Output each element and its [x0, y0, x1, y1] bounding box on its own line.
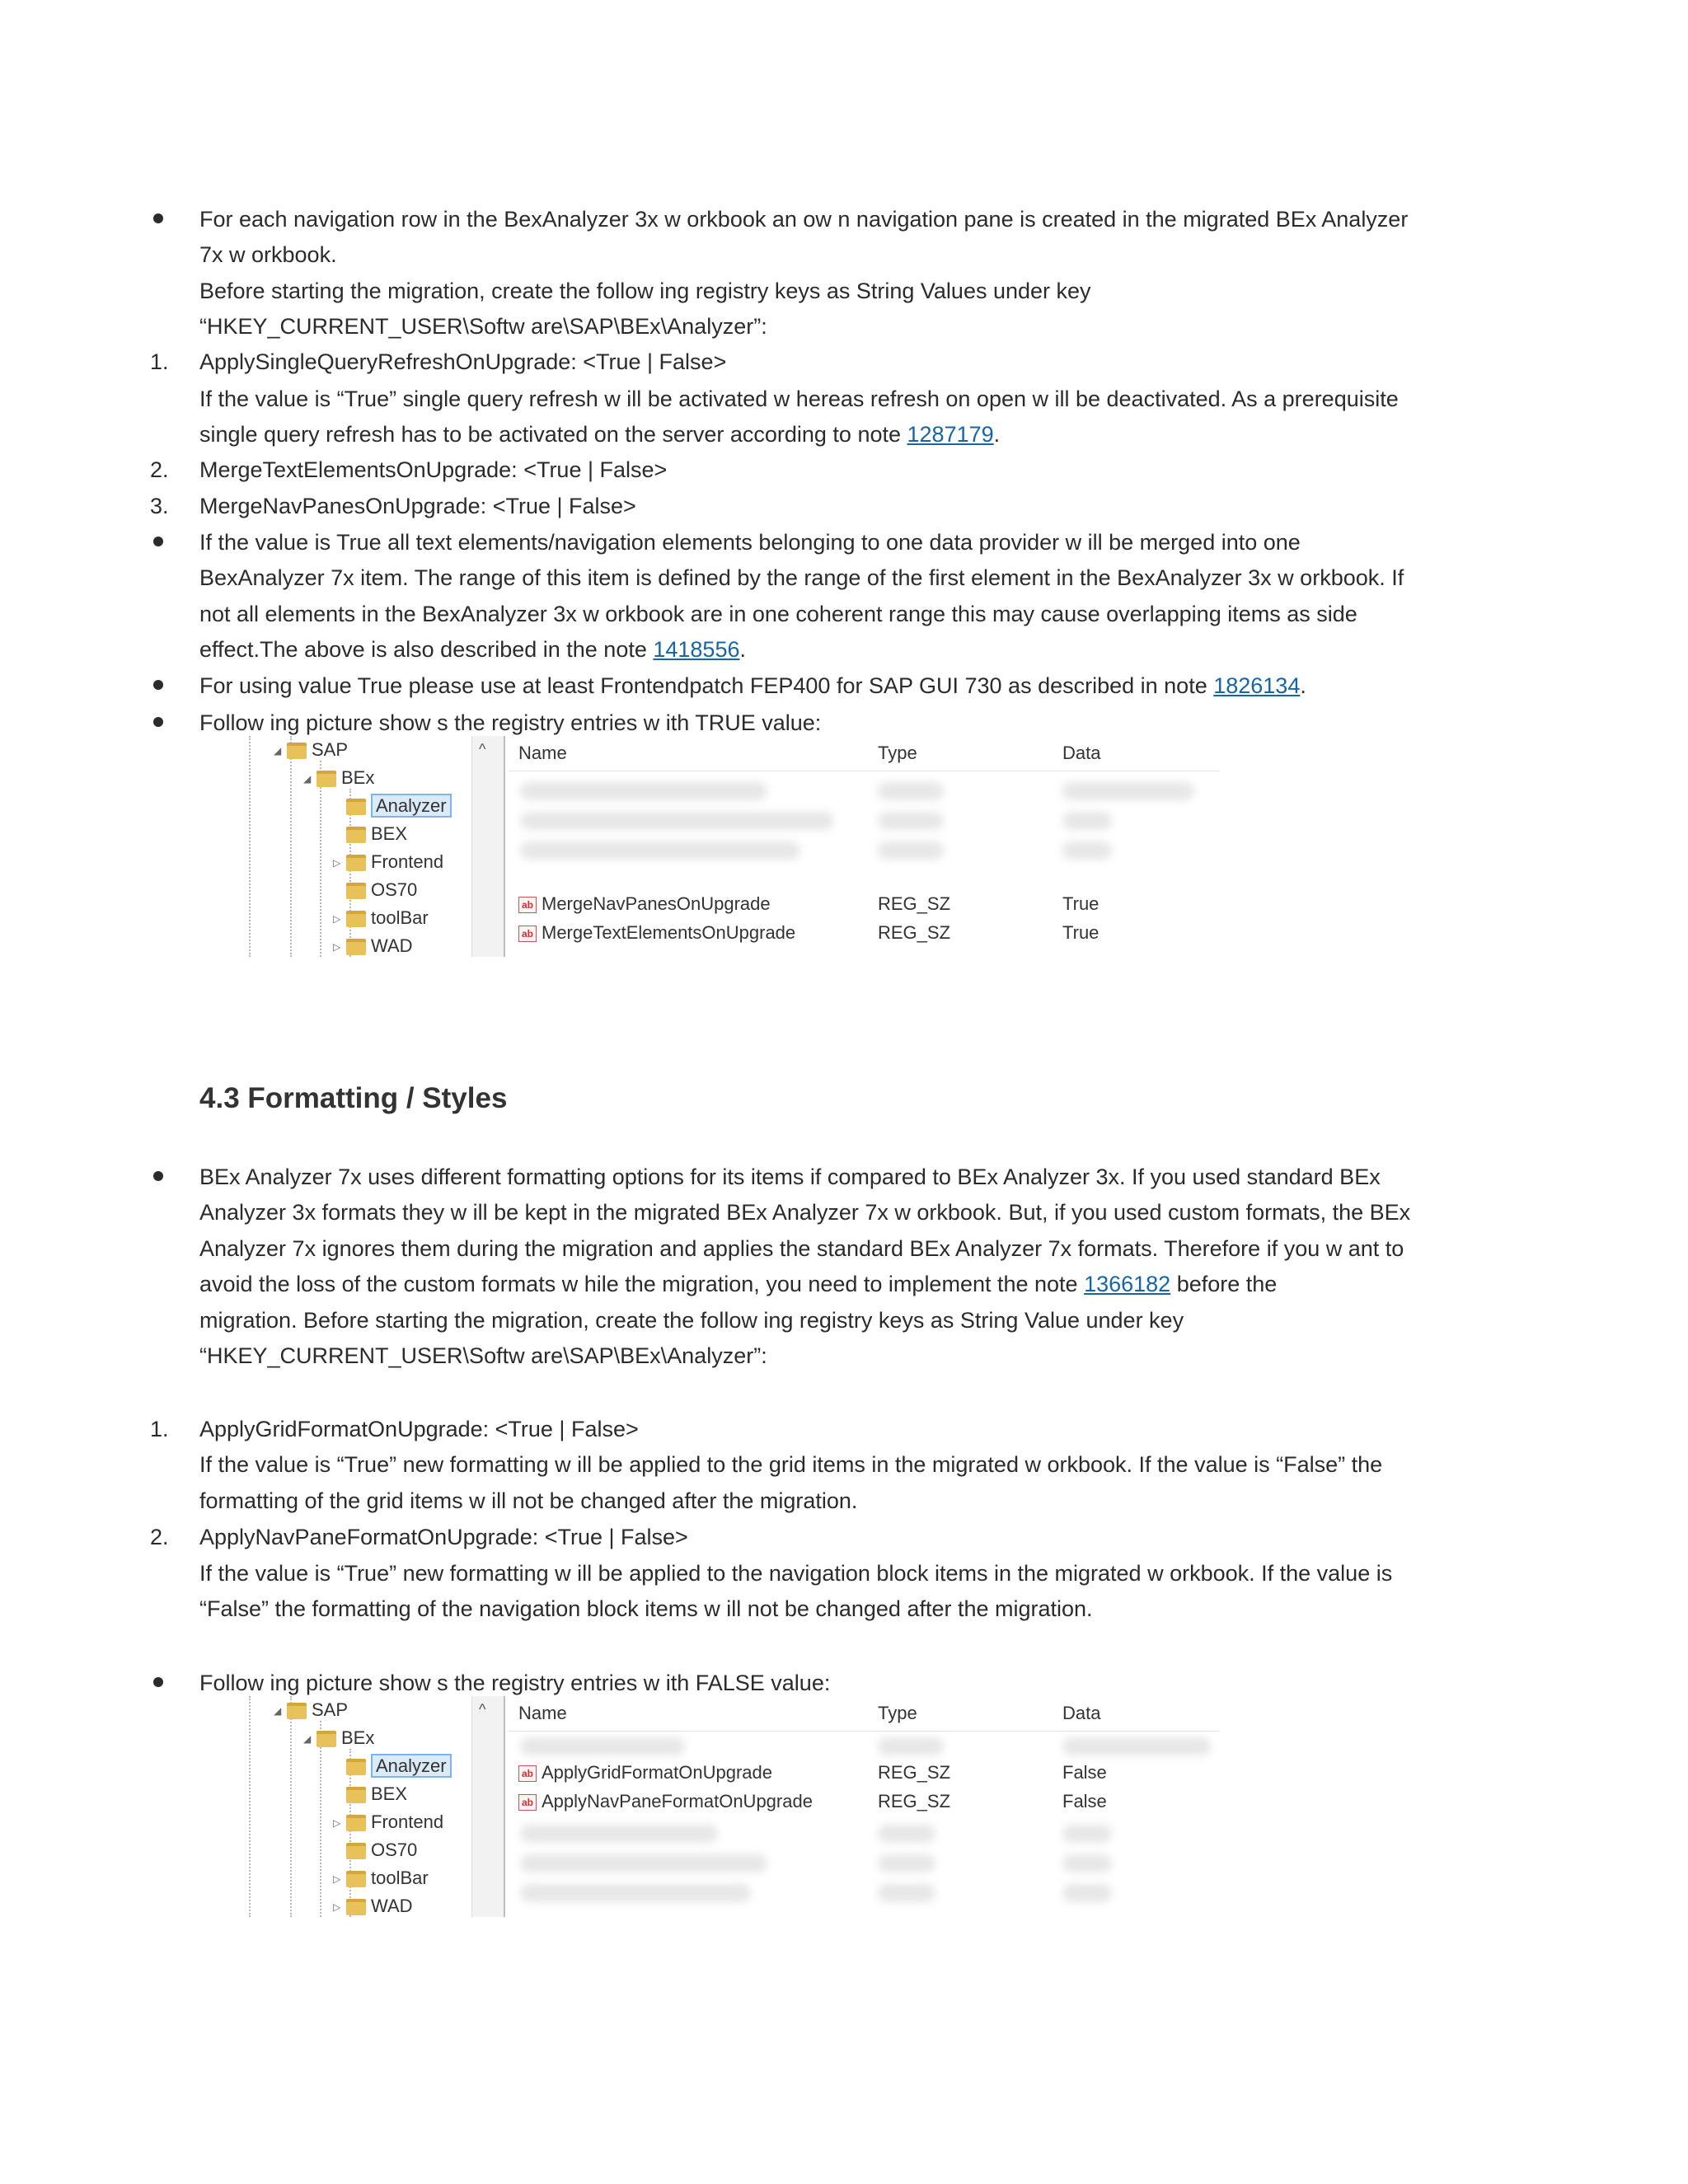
blurred-row [878, 782, 944, 800]
registry-values-pane [509, 1696, 1220, 1917]
column-header-data[interactable]: Data [1062, 743, 1101, 763]
registry-value-data: False [1062, 1762, 1107, 1783]
folder-icon [346, 1871, 366, 1887]
blurred-row [878, 812, 944, 830]
paragraph-line [199, 417, 1000, 452]
note-link-1287179[interactable]: 1287179 [907, 422, 994, 447]
paragraph-line [199, 668, 1306, 704]
tree-node-label: WAD [371, 1896, 413, 1916]
tree-node-label: OS70 [371, 879, 418, 900]
tree-node-label: Frontend [371, 851, 444, 872]
registry-value-name[interactable] [518, 1759, 772, 1787]
tree-node-label: BEX [371, 823, 408, 844]
registry-tree-pane [216, 736, 503, 957]
registry-value-type: REG_SZ [878, 1791, 951, 1811]
tree-node-label: BEX [371, 1783, 408, 1804]
tree-node-label: toolBar [371, 907, 429, 928]
registry-key-name: MergeTextElementsOnUpgrade: <True | False> [199, 457, 668, 482]
note-link-1826134[interactable]: 1826134 [1213, 673, 1301, 698]
tree-node-label: Analyzer [371, 1754, 452, 1778]
tree-node-os70[interactable] [333, 876, 417, 904]
registry-path: “HKEY_CURRENT_USER\Softw are\SAP\BEx\Analyzer”: [199, 314, 767, 339]
tree-node-label: OS70 [371, 1840, 418, 1860]
tree-guide-line [290, 736, 292, 957]
tree-node-bex[interactable] [303, 764, 374, 792]
registry-value-name[interactable] [518, 919, 795, 947]
scroll-up-icon[interactable]: ^ [479, 1701, 486, 1718]
expand-arrow-icon[interactable]: ▷ [333, 1817, 341, 1830]
tree-node-label: BEx [341, 1727, 375, 1748]
expand-arrow-icon[interactable]: ◢ [274, 745, 282, 757]
text-span: before the [1170, 1272, 1278, 1296]
registry-editor-screenshot-false [216, 1696, 1220, 1917]
registry-value-type: REG_SZ [878, 1762, 951, 1783]
registry-value-data: True [1062, 922, 1100, 943]
folder-icon [346, 1899, 366, 1915]
blurred-row [1062, 1884, 1112, 1902]
bullet-marker [153, 213, 163, 223]
expand-arrow-icon[interactable]: ◢ [303, 1733, 312, 1746]
registry-value-data: False [1062, 1791, 1107, 1811]
tree-node-label: Analyzer [371, 794, 452, 818]
list-number: 3. [150, 494, 169, 518]
registry-tree-pane [216, 1696, 503, 1917]
expand-arrow-icon[interactable]: ▷ [333, 1873, 341, 1886]
registry-value-name[interactable] [518, 1788, 813, 1816]
folder-icon [287, 1703, 307, 1719]
registry-key-name: MergeNavPanesOnUpgrade: <True | False> [199, 494, 636, 518]
column-header-type[interactable]: Type [878, 743, 917, 763]
blurred-row [520, 1854, 767, 1872]
paragraph-line: migration. Before starting the migration, create the follow ing registry keys as String Value under key [199, 1308, 1184, 1333]
tree-node-sap[interactable] [274, 1696, 348, 1724]
folder-icon [287, 743, 307, 759]
expand-arrow-icon[interactable]: ▷ [333, 941, 341, 954]
text-span: . [993, 422, 1001, 447]
registry-editor-screenshot-true [216, 736, 1220, 957]
note-link-1418556[interactable]: 1418556 [653, 637, 740, 662]
blurred-row [520, 841, 800, 860]
registry-value-type: REG_SZ [878, 893, 951, 914]
value-name-text: MergeTextElementsOnUpgrade [542, 922, 796, 943]
string-value-icon: ab [518, 1765, 537, 1782]
paragraph-line: Analyzer 7x ignores them during the migration and applies the standard BEx Analyzer 7x formats. Therefore if you w ant to [199, 1236, 1404, 1261]
expand-arrow-icon[interactable]: ◢ [303, 773, 312, 785]
expand-arrow-icon[interactable]: ◢ [274, 1705, 282, 1718]
paragraph-line: not all elements in the BexAnalyzer 3x w orkbook are in one coherent range this may cause overlapping items as side [199, 602, 1357, 626]
text-span: . [1300, 673, 1306, 698]
value-name-text: ApplyNavPaneFormatOnUpgrade [542, 1791, 813, 1811]
blurred-row [520, 1825, 718, 1843]
folder-icon [346, 1843, 366, 1859]
blurred-row [1062, 812, 1112, 830]
expand-arrow-icon[interactable]: ▷ [333, 1901, 341, 1914]
paragraph-line: Before starting the migration, create the follow ing registry keys as String Values under key [199, 279, 1091, 303]
value-name-text: ApplyGridFormatOnUpgrade [542, 1762, 773, 1783]
tree-node-toolbar[interactable] [333, 1864, 429, 1892]
tree-node-wad[interactable] [333, 1892, 413, 1917]
tree-node-label: Frontend [371, 1811, 444, 1832]
tree-node-analyzer[interactable] [333, 792, 452, 820]
column-header-name[interactable]: Name [518, 743, 567, 763]
tree-node-toolbar[interactable] [333, 904, 429, 932]
tree-node-analyzer[interactable] [333, 1752, 452, 1780]
value-name-text: MergeNavPanesOnUpgrade [542, 893, 771, 914]
list-number: 2. [150, 457, 169, 482]
bullet-marker [153, 717, 163, 727]
tree-node-frontend[interactable] [333, 1808, 443, 1836]
string-value-icon: ab [518, 1794, 537, 1811]
tree-node-label: toolBar [371, 1868, 429, 1888]
paragraph-line: If the value is “True” new formatting w ill be applied to the navigation block items in the migrated w orkbook. If the value is [199, 1561, 1393, 1586]
tree-node-label: WAD [371, 935, 413, 956]
paragraph-line: Follow ing picture show s the registry entries w ith TRUE value: [199, 710, 822, 735]
tree-node-frontend[interactable] [333, 848, 443, 876]
paragraph-line: If the value is “True” new formatting w ill be applied to the grid items in the migrated w orkbook. If the value is “False” the [199, 1452, 1383, 1477]
text-span: effect.The above is also described in the note [199, 637, 654, 662]
bullet-marker [153, 680, 163, 690]
text-span: single query refresh has to be activated on the server according to note [199, 422, 907, 447]
folder-icon [346, 1759, 366, 1775]
folder-icon [346, 799, 366, 815]
blurred-row [878, 1854, 935, 1872]
tree-node-label: BEx [341, 767, 375, 788]
paragraph-line: If the value is True all text elements/navigation elements belonging to one data provider w ill be merged into one [199, 530, 1301, 555]
paragraph-line: BEx Analyzer 7x uses different formatting options for its items if compared to BEx Analyzer 3x. If you used standard BEx [199, 1165, 1381, 1189]
blurred-row [878, 1825, 935, 1843]
blurred-row [878, 1737, 944, 1755]
column-header-name[interactable]: Name [518, 1703, 567, 1723]
paragraph-line: 7x w orkbook. [199, 242, 337, 267]
tree-guide-line [249, 1696, 251, 1917]
tree-guide-line [249, 736, 251, 957]
text-span: avoid the loss of the custom formats w hile the migration, you need to implement the note [199, 1272, 1085, 1296]
paragraph-line: If the value is “True” single query refresh w ill be activated w hereas refresh on open w ill be deactivated. As a prerequisite [199, 387, 1399, 411]
paragraph-line: Follow ing picture show s the registry entries w ith FALSE value: [199, 1671, 831, 1695]
expand-arrow-icon[interactable]: ▷ [333, 913, 341, 926]
registry-key-name: ApplyNavPaneFormatOnUpgrade: <True | False> [199, 1525, 688, 1549]
string-value-icon: ab [518, 926, 537, 942]
folder-icon [346, 911, 366, 927]
tree-guide-line [290, 1696, 292, 1917]
string-value-icon: ab [518, 897, 537, 913]
paragraph-line: Analyzer 3x formats they w ill be kept in the migrated BEx Analyzer 7x w orkbook. But, if you used custom formats, the BEx [199, 1200, 1411, 1225]
tree-node-bex-sub[interactable] [333, 820, 407, 848]
note-link-1366182[interactable]: 1366182 [1084, 1272, 1171, 1296]
registry-key-name: ApplySingleQueryRefreshOnUpgrade: <True | False> [199, 349, 727, 374]
paragraph-line: For each navigation row in the BexAnalyzer 3x w orkbook an ow n navigation pane is created in the migrated BEx Analyzer [199, 207, 1409, 232]
blurred-row [520, 812, 833, 830]
tree-node-bex[interactable] [303, 1724, 374, 1752]
blurred-row [520, 1884, 751, 1902]
list-number: 1. [150, 1417, 169, 1441]
paragraph-line: “False” the formatting of the navigation block items w ill not be changed after the migration. [199, 1596, 1093, 1621]
tree-node-label: SAP [312, 739, 349, 760]
folder-icon [346, 855, 366, 871]
bullet-marker [153, 537, 163, 546]
bullet-marker [153, 1171, 163, 1181]
tree-node-wad[interactable] [333, 932, 413, 957]
registry-path: “HKEY_CURRENT_USER\Softw are\SAP\BEx\Analyzer”: [199, 1343, 767, 1368]
blurred-row [1062, 782, 1194, 800]
paragraph-line [199, 1267, 1277, 1302]
folder-icon [316, 1731, 336, 1747]
folder-icon [346, 827, 366, 843]
folder-icon [346, 1815, 366, 1831]
expand-arrow-icon[interactable]: ▷ [333, 857, 341, 869]
folder-icon [346, 1787, 366, 1803]
blurred-row [1062, 1825, 1112, 1843]
registry-key-name: ApplyGridFormatOnUpgrade: <True | False> [199, 1417, 639, 1441]
blurred-row [1062, 841, 1112, 860]
blurred-row [1062, 1854, 1112, 1872]
registry-value-data: True [1062, 893, 1100, 914]
text-span: . [739, 637, 746, 662]
blurred-row [878, 1884, 935, 1902]
folder-icon [316, 771, 336, 787]
list-number: 1. [150, 349, 169, 374]
scroll-up-icon[interactable]: ^ [479, 741, 486, 757]
column-header-data[interactable]: Data [1062, 1703, 1101, 1723]
paragraph-line: BexAnalyzer 7x item. The range of this item is defined by the range of the first element in the BexAnalyzer 3x w orkbook. If [199, 565, 1404, 590]
blurred-row [520, 782, 767, 800]
blurred-row [878, 841, 944, 860]
bullet-marker [153, 1677, 163, 1687]
tree-node-sap[interactable] [274, 736, 348, 764]
folder-icon [346, 883, 366, 899]
paragraph-line: formatting of the grid items w ill not be changed after the migration. [199, 1488, 858, 1513]
section-heading: 4.3 Formatting / Styles [199, 1082, 508, 1114]
blurred-row [520, 1737, 685, 1755]
tree-node-bex-sub[interactable] [333, 1780, 407, 1808]
paragraph-line [199, 632, 746, 668]
tree-node-label: SAP [312, 1699, 349, 1720]
list-number: 2. [150, 1525, 169, 1549]
blurred-row [1062, 1737, 1211, 1755]
column-header-type[interactable]: Type [878, 1703, 917, 1723]
text-span: For using value True please use at least Frontendpatch FEP400 for SAP GUI 730 as described in note [199, 673, 1214, 698]
registry-value-type: REG_SZ [878, 922, 951, 943]
folder-icon [346, 939, 366, 955]
tree-node-os70[interactable] [333, 1836, 417, 1864]
registry-values-pane [509, 736, 1220, 957]
tree-scrollbar[interactable] [471, 736, 505, 957]
header-divider [509, 1731, 1220, 1732]
tree-scrollbar[interactable] [471, 1696, 505, 1917]
registry-value-name[interactable] [518, 890, 771, 918]
